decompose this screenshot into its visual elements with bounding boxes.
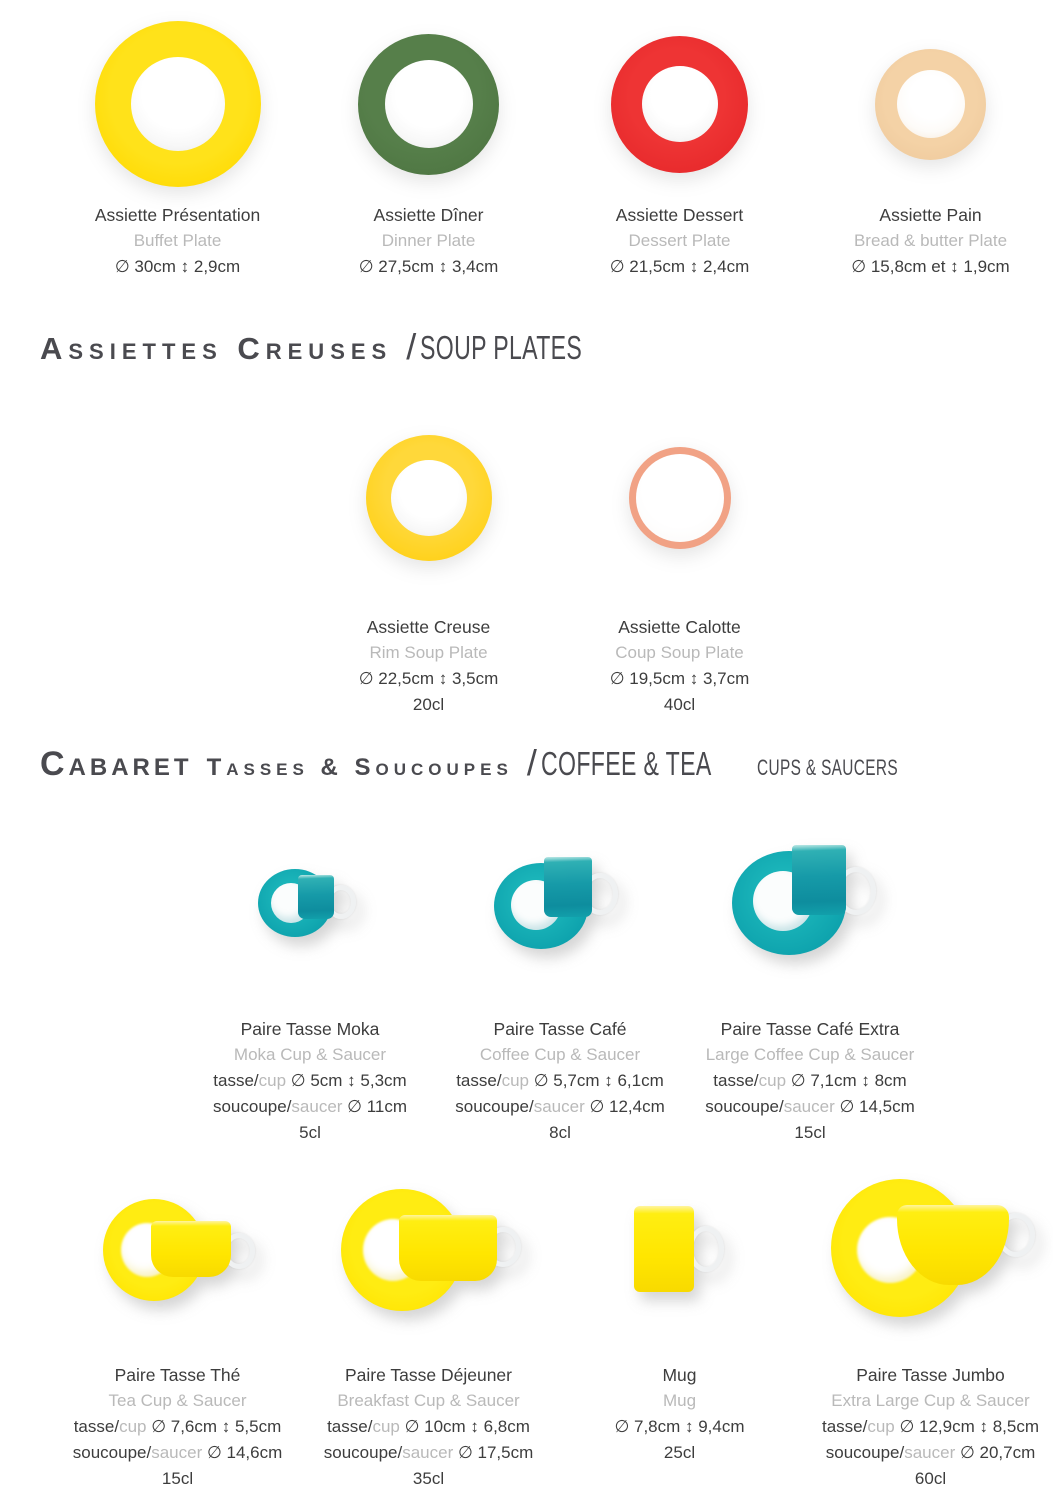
saucer-dims: soucoupe/saucer ∅ 14,5cm — [705, 1097, 915, 1116]
jumbo-cup-saucer-image — [831, 1179, 1031, 1321]
product-name-en: Dessert Plate — [628, 231, 731, 250]
dinner-plate-image — [358, 34, 499, 175]
saucer-dims: soucoupe/saucer ∅ 20,7cm — [825, 1443, 1036, 1462]
product-label — [435, 1016, 685, 1146]
heading-english-main: COFFEE & TEA — [540, 745, 712, 782]
product-name-en: Buffet Plate — [133, 231, 222, 250]
product-dims: ∅ 30cm ↕ 2,9cm — [114, 257, 241, 276]
product-name-fr: Assiette Creuse — [366, 617, 491, 637]
product-dims: ∅ 22,5cm ↕ 3,5cm — [358, 669, 499, 688]
product-name-fr: Paire Tasse Café Extra — [720, 1019, 900, 1039]
product-capacity: 60cl — [914, 1469, 947, 1488]
product-dims: ∅ 7,8cm ↕ 9,4cm — [614, 1417, 745, 1436]
large-coffee-cup-saucer-image — [732, 833, 888, 969]
product-label — [554, 1362, 805, 1466]
plates-image-row — [52, 6, 1053, 202]
product-name-en: Tea Cup & Saucer — [108, 1391, 247, 1410]
saucer-dims: soucoupe/saucer ∅ 17,5cm — [323, 1443, 534, 1462]
cups-saucers-heading — [40, 742, 1053, 792]
product-dims: ∅ 15,8cm et ↕ 1,9cm — [851, 257, 1010, 276]
product-capacity: 25cl — [663, 1443, 696, 1462]
product-label — [52, 202, 303, 280]
rim-soup-plate-image — [366, 435, 492, 561]
mug-image — [634, 1204, 726, 1296]
saucer-dims: soucoupe/saucer ∅ 11cm — [212, 1097, 408, 1116]
heading-english-sub: CUPS & SAUCERS — [756, 755, 898, 780]
product-name-fr: Paire Tasse Déjeuner — [345, 1365, 512, 1385]
product-name-en: Dinner Plate — [381, 231, 476, 250]
plate-well — [897, 70, 965, 138]
heading-separator: / — [406, 326, 417, 367]
cup-dims: tasse/cup ∅ 7,6cm ↕ 5,5cm — [73, 1417, 282, 1436]
product-capacity: 8cl — [549, 1123, 571, 1142]
product-name-en: Breakfast Cup & Saucer — [337, 1391, 520, 1410]
product-name-fr: Assiette Dîner — [373, 205, 484, 225]
product-label — [52, 1362, 303, 1492]
cup-image — [634, 1206, 694, 1292]
cup-image — [399, 1215, 497, 1281]
cup-dims: tasse/cup ∅ 10cm ↕ 6,8cm — [327, 1417, 530, 1436]
moka-cup-saucer-image — [258, 853, 362, 949]
tea-cup-saucer-image — [103, 1195, 253, 1305]
product-label — [554, 202, 805, 280]
product-label — [185, 1016, 435, 1146]
cup-dims: tasse/cup ∅ 5cm ↕ 5,3cm — [213, 1071, 407, 1090]
saucer-dims: soucoupe/saucer ∅ 14,6cm — [72, 1443, 283, 1462]
product-name-fr: Paire Tasse Moka — [240, 1019, 380, 1039]
cup-image — [298, 875, 334, 919]
heading-separator: / — [526, 742, 537, 783]
cup-image — [151, 1221, 231, 1277]
cup-image — [792, 845, 846, 915]
product-name-fr: Assiette Présentation — [94, 205, 261, 225]
soup-label-row — [52, 614, 1053, 718]
product-name-fr: Assiette Pain — [879, 205, 982, 225]
product-label — [554, 614, 805, 718]
product-capacity: 40cl — [663, 695, 696, 714]
plate-well — [636, 454, 724, 542]
soup-plates-heading — [40, 326, 1053, 374]
plate-well — [391, 460, 467, 536]
product-name-fr: Assiette Dessert — [615, 205, 744, 225]
product-capacity: 20cl — [412, 695, 445, 714]
cup-dims: tasse/cup ∅ 7,1cm ↕ 8cm — [713, 1071, 907, 1090]
heading-french-main: Cabaret — [40, 745, 193, 783]
product-name-en: Coup Soup Plate — [615, 643, 744, 662]
product-capacity: 15cl — [794, 1123, 826, 1142]
product-label — [685, 1016, 935, 1146]
coffee-cup-saucer-image — [494, 841, 626, 961]
product-name-en: Extra Large Cup & Saucer — [831, 1391, 1030, 1410]
product-dims: ∅ 27,5cm ↕ 3,4cm — [358, 257, 499, 276]
product-name-fr: Paire Tasse Thé — [114, 1365, 241, 1385]
product-capacity: 35cl — [412, 1469, 445, 1488]
product-dims: ∅ 19,5cm ↕ 3,7cm — [609, 669, 750, 688]
saucer-dims: soucoupe/saucer ∅ 12,4cm — [455, 1097, 665, 1116]
bread-plate-image — [875, 49, 986, 160]
yellow-cups-image-row — [52, 1162, 1053, 1338]
soup-image-row — [52, 408, 1053, 588]
buffet-plate-image — [95, 21, 261, 187]
heading-french-sub: Tasses & Soucoupes — [206, 754, 513, 781]
product-label — [303, 1362, 554, 1492]
cup-dims: tasse/cup ∅ 5,7cm ↕ 6,1cm — [456, 1071, 664, 1090]
teal-cups-image-row — [185, 806, 935, 996]
product-name-fr: Mug — [662, 1365, 697, 1385]
product-dims: ∅ 21,5cm ↕ 2,4cm — [609, 257, 750, 276]
product-name-en: Large Coffee Cup & Saucer — [705, 1045, 915, 1064]
plate-well — [642, 66, 718, 142]
dessert-plate-image — [611, 36, 748, 173]
heading-english: SOUP PLATES — [420, 329, 583, 366]
breakfast-cup-saucer-image — [341, 1187, 517, 1313]
product-capacity: 5cl — [299, 1123, 321, 1142]
product-name-fr: Paire Tasse Jumbo — [856, 1365, 1005, 1385]
product-name-en: Moka Cup & Saucer — [233, 1045, 387, 1064]
teal-cups-label-row — [185, 1016, 935, 1146]
product-name-fr: Assiette Calotte — [618, 617, 741, 637]
product-name-en: Coffee Cup & Saucer — [479, 1045, 641, 1064]
yellow-cups-label-row — [52, 1362, 1053, 1492]
product-label — [303, 202, 554, 280]
product-capacity: 15cl — [161, 1469, 194, 1488]
cup-image — [544, 857, 592, 917]
heading-french: Assiettes Creuses — [40, 331, 393, 366]
plate-well — [131, 57, 225, 151]
product-name-fr: Paire Tasse Café — [493, 1019, 627, 1039]
product-label — [805, 1362, 1053, 1492]
product-name-en: Mug — [662, 1391, 697, 1410]
product-label — [805, 202, 1053, 280]
cup-dims: tasse/cup ∅ 12,9cm ↕ 8,5cm — [821, 1417, 1040, 1436]
product-name-en: Bread & butter Plate — [853, 231, 1008, 250]
product-name-en: Rim Soup Plate — [369, 643, 488, 662]
plate-well — [385, 60, 473, 148]
plates-label-row — [52, 202, 1053, 280]
coup-soup-plate-image — [629, 447, 731, 549]
product-label — [303, 614, 554, 718]
